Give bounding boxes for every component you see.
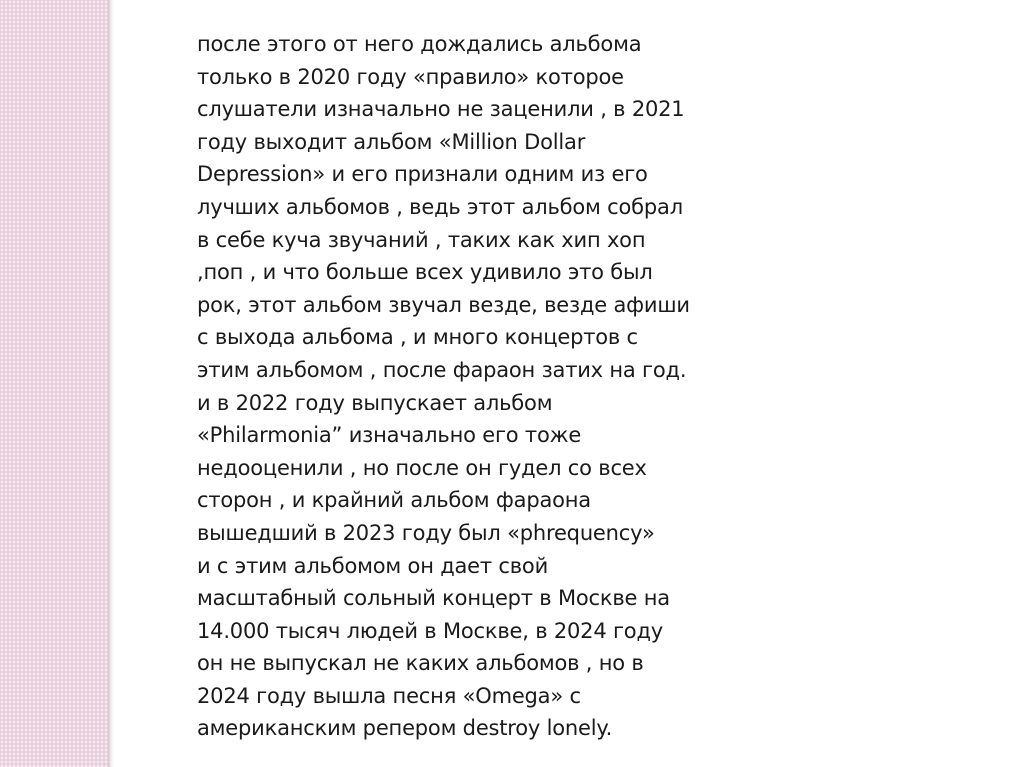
text-line: после этого от него дождались альбома (197, 32, 642, 56)
text-line: Depression» и его признали одним из его (197, 162, 648, 187)
text-line: 2024 году вышла песня «Omega» с (197, 683, 581, 708)
text-line: с выхода альбома , и много концертов с (197, 325, 638, 350)
text-line: этим альбомом , после фараон затих на год. (197, 357, 687, 382)
text-line: и в 2022 году выпускает альбом (197, 390, 553, 415)
text-line: слушатели изначально не заценили , в 2021 (197, 97, 685, 122)
text-line: масштабный сольный концерт в Москве на (197, 586, 670, 611)
text-line: 14.000 тысяч людей в Москве, в 2024 году (197, 618, 663, 643)
text-line: году выходит альбом «Million Dollar (197, 129, 586, 154)
text-line: только в 2020 году «правило» которое (197, 64, 624, 89)
decorative-side-band (0, 0, 108, 767)
slide-body-text (197, 28, 737, 745)
text-line: «Philarmonia” изначально его тоже (197, 423, 582, 448)
text-line: он не выпускал не каких альбомов , но в (197, 651, 644, 676)
text-line: недооценили , но после он гудел со всех (197, 455, 647, 480)
text-line: ,поп , и что больше всех удивило это был (197, 260, 653, 285)
text-line: вышедший в 2023 году был «phrequency» (197, 520, 655, 545)
text-line: лучших альбомов , ведь этот альбом собрал (197, 194, 683, 219)
text-line: сторон , и крайний альбом фараона (197, 488, 591, 513)
text-line: рок, этот альбом звучал везде, везде афиши (197, 292, 690, 317)
text-line: американским репером destroy lonely. (197, 716, 613, 741)
text-line: в себе куча звучаний , таких как хип хоп (197, 227, 646, 252)
side-band-shadow (108, 0, 114, 767)
text-line: и с этим альбомом он дает свой (197, 553, 549, 578)
